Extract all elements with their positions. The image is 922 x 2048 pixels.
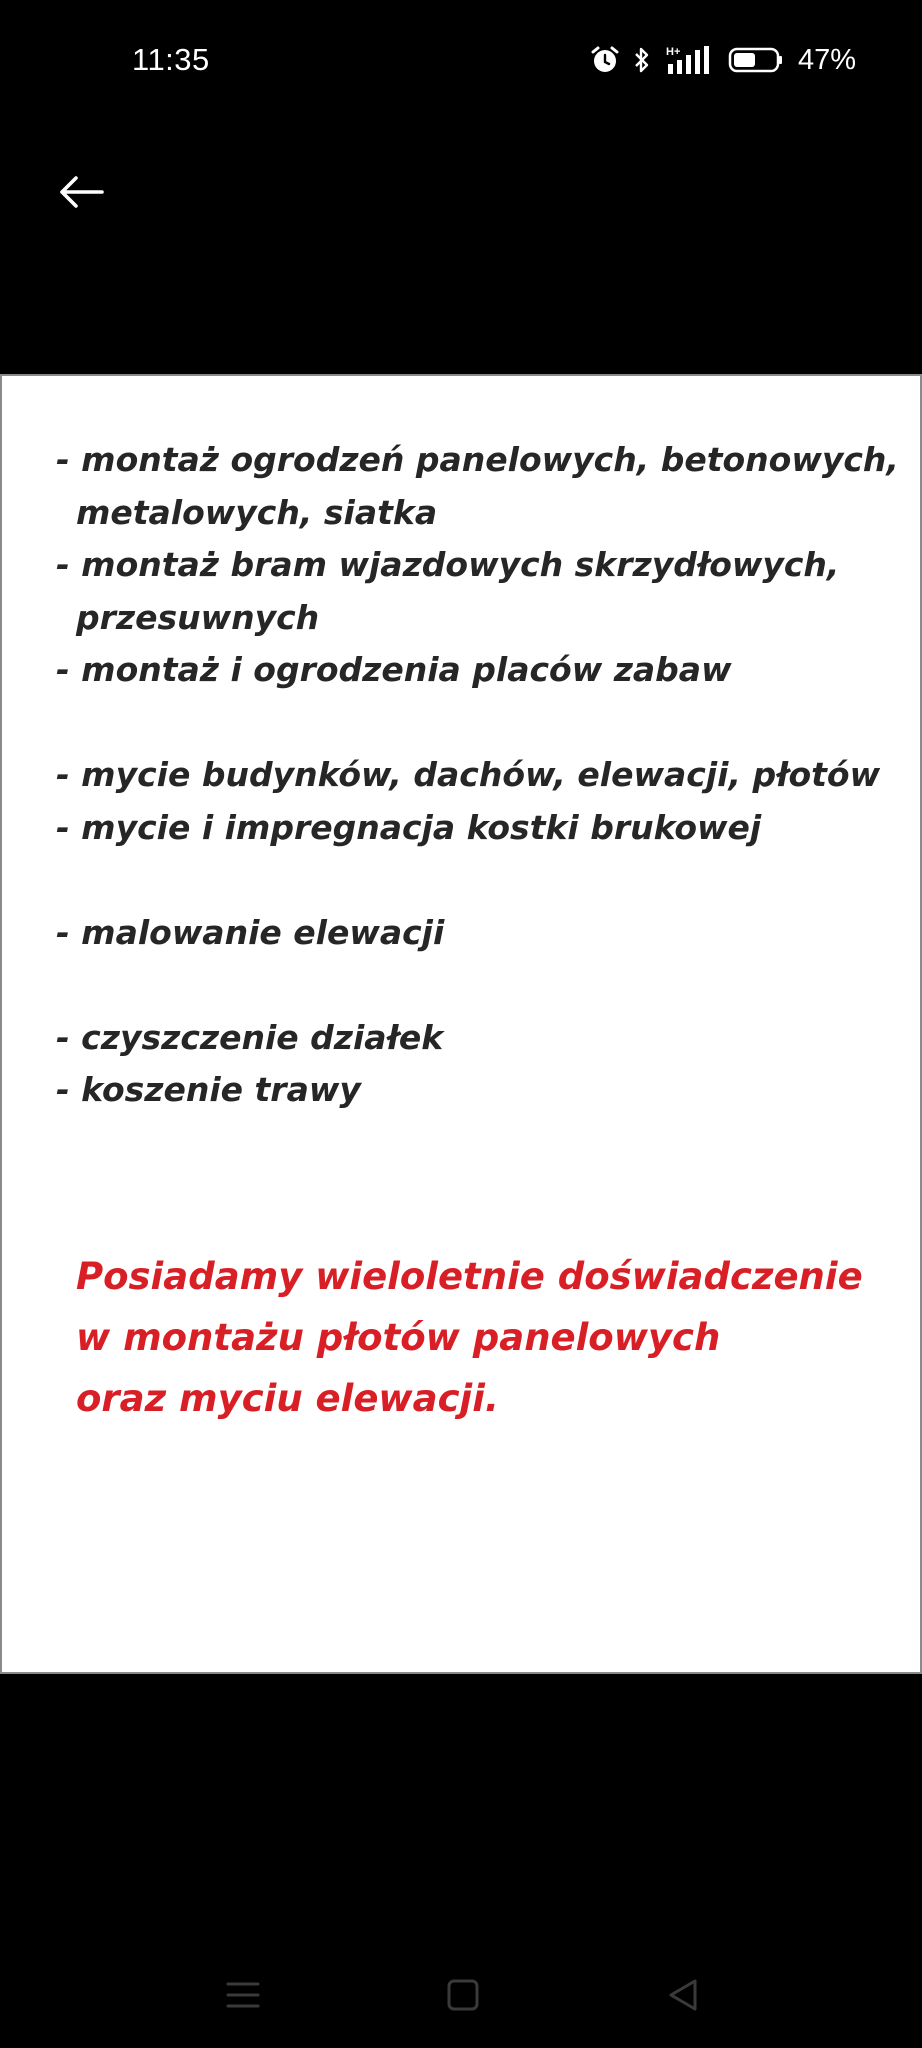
- bluetooth-icon: [632, 45, 652, 75]
- status-icons: [590, 40, 856, 80]
- displayed-image[interactable]: [0, 374, 922, 1674]
- list-item: - montaż i ogrodzenia placów zabaw: [56, 650, 732, 689]
- experience-note: [76, 1246, 906, 1429]
- alarm-icon: [590, 45, 620, 75]
- list-spacer: [56, 959, 906, 1012]
- network-type-label: H+: [665, 46, 681, 58]
- status-time: 11:35: [132, 42, 210, 77]
- list-item: - czyszczenie działek: [56, 1017, 444, 1057]
- home-button[interactable]: [423, 1950, 503, 2040]
- list-item: - montaż ogrodzeń panelowych, betonowych,: [56, 440, 899, 479]
- recent-apps-button[interactable]: [203, 1950, 283, 2040]
- system-back-button[interactable]: [643, 1950, 723, 2040]
- note-line: Posiadamy wieloletnie doświadczenie: [76, 1255, 863, 1298]
- status-bar: [0, 0, 922, 120]
- list-item: - malowanie elewacji: [56, 912, 445, 952]
- list-item: - mycie budynków, dachów, elewacji, płotów: [56, 755, 881, 794]
- menu-icon: [226, 1980, 260, 2010]
- battery-percent: 47%: [797, 43, 856, 76]
- home-square-icon: [447, 1979, 479, 2011]
- list-spacer: [56, 854, 906, 907]
- signal-icon: [664, 44, 716, 76]
- list-item: - koszenie trawy: [56, 1070, 361, 1109]
- back-triangle-icon: [667, 1978, 699, 2012]
- arrow-left-icon: [58, 174, 106, 210]
- list-item: - mycie i impregnacja kostki brukowej: [56, 807, 762, 847]
- navigation-bar: [0, 1950, 922, 2040]
- list-item: - montaż bram wjazdowych skrzydłowych,: [56, 545, 840, 584]
- note-line: oraz myciu elewacji.: [76, 1377, 499, 1420]
- services-list: [56, 434, 906, 1117]
- list-item-continuation: metalowych, siatka: [76, 492, 438, 532]
- back-button[interactable]: [50, 160, 114, 224]
- battery-icon: [728, 46, 784, 74]
- note-line: w montażu płotów panelowych: [76, 1316, 721, 1359]
- list-spacer: [56, 697, 906, 750]
- list-item-continuation: przesuwnych: [76, 597, 320, 637]
